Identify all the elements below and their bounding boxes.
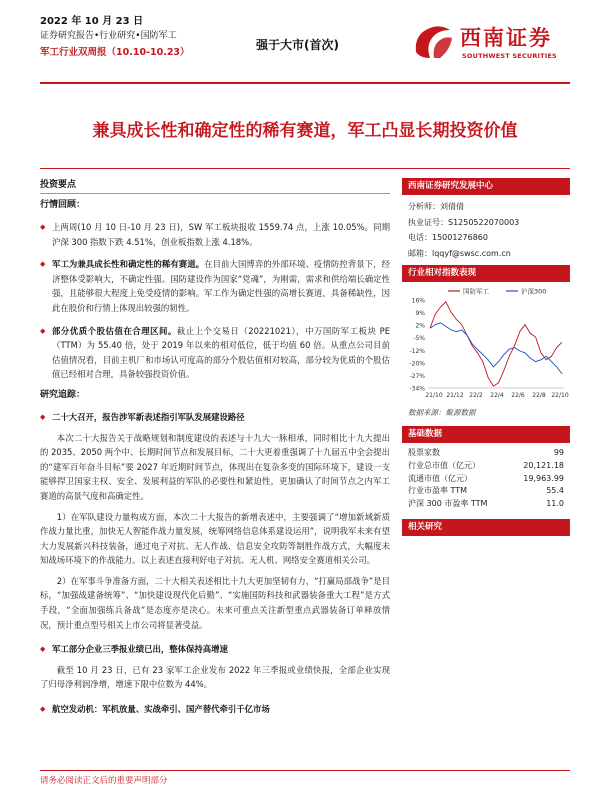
logo-text-en: SOUTHWEST SECURITIES (462, 52, 557, 60)
industry-rating: 强于大市(首次) (256, 38, 339, 52)
basic-data-key: 流通市值（亿元） (408, 473, 472, 483)
tracking-heading: 研究追踪： (40, 389, 86, 400)
institution-heading: 西南证券研究发展中心 (402, 178, 570, 195)
y-tick-label: 9% (415, 310, 425, 318)
x-tick-label: 22/10 (551, 392, 569, 399)
point-valuation-lead: 部分优质个股估值在合理区间。 (52, 325, 177, 336)
legend-label: 国防军工 (463, 287, 489, 296)
analyst-phone: 电话：15001276860 (408, 233, 488, 242)
track2-heading-text: 军工部分企业三季报业绩已出，整体保持高增速 (52, 644, 228, 655)
y-tick-label: -34% (409, 385, 425, 393)
performance-chart-svg (402, 284, 570, 404)
y-tick-label: -12% (409, 347, 425, 355)
logo-text-cn: 西南证券 (460, 25, 552, 50)
track2-paragraph: 截至 10 月 23 日，已有 23 家军工企业发布 2022 年三季报或业绩快报，全部企业实现了归母净利润净增，增速下限中位数为 44%。 (40, 664, 390, 690)
basic-data-value: 55.4 (546, 486, 564, 496)
logo-mark-icon (410, 20, 456, 64)
report-header (40, 14, 190, 61)
track1-paragraph: 本次二十大报告关于战略规划和制度建设的表述与十九大一脉相承，同时相比十九大提出的 2035、2050 两个中、长期时间节点和发展目标，二十大更着重强调了十九届五中全会提出的“建军百年奋斗目标”要 2027 年近期时间节点，体现出在复杂多变的国际环境下，建设一支能够捍卫国家主权、安全、发展利益的军队的必要性和紧迫性，更加确认了时间节点之内军工赛道的高景气度和高确定性。 (40, 432, 390, 501)
basic-data-row (402, 485, 570, 498)
report-type: 军工行业双周报（10.10-10.23） (40, 47, 190, 58)
basic-data-value: 11.0 (546, 499, 564, 509)
report-date: 2022 年 10 月 23 日 (40, 16, 144, 27)
footer-divider (40, 770, 570, 771)
title-divider (40, 168, 570, 169)
x-tick-label: 21/10 (425, 392, 443, 399)
track1-item1: 1）在军队建设力量构成方面，本次二十大报告的新增表述中，主要强调了“增加新域新质作战力量比重，加快无人智能作战力量发展，统筹网络信息体系建设运用”，说明我军未来有望大力发展新兴科技装备，通过电子对抗、无人作战、信息安全攻防等制胜作战方式，大幅度未知战场环境下的作战能力。以上表述直接利好电子对抗、无人机、网络安全赛道相关公司。 (40, 511, 390, 566)
y-tick-label: -27% (409, 372, 425, 380)
y-tick-label: -5% (413, 335, 425, 343)
analyst-name: 分析师：刘倩倩 (408, 202, 464, 211)
company-logo (410, 18, 570, 74)
analyst-info (402, 195, 570, 265)
legend-label: 沪深300 (521, 287, 547, 296)
track1-heading-text: 二十大召开，报告涉军新表述指引军队发展建设路径 (52, 411, 245, 422)
summary-heading: 投资要点 (40, 178, 390, 194)
x-tick-label: 22/6 (511, 392, 525, 399)
point-growth-lead: 军工为兼具成长性和确定性的稀有赛道。 (52, 259, 205, 270)
track1-item2: 2）在军事斗争准备方面，二十大相关表述相比十九大更加坚韧有力，“打赢局部战争”是目标，“加强战建备统筹”、“加快建设现代化后勤”、“实施国防科技和武器装备重大工程”是方式手段，“全面加强练兵备战”是态度亦是决心。未来可重点关注新型重点武器装备订单释放情况，预计重点型号相关上市公司将显著受益。 (40, 575, 390, 630)
basic-data-table (402, 443, 570, 519)
series-line-defense (430, 302, 562, 386)
track2-heading (40, 642, 390, 657)
review-paragraph: ◆ 上两周(10 月 10 日-10 月 23 日)，SW 军工板块报收 1559.74 点，上涨 10.05%。同期沪深 300 指数下跌 4.51%，创业板指数上涨 4.18%。 (40, 220, 390, 249)
basic-data-value: 20,121.18 (523, 460, 564, 470)
basic-data-row (402, 447, 570, 460)
chart-source: 数据来源：聚源数据 (408, 408, 476, 417)
x-tick-label: 22/8 (532, 392, 546, 399)
sidebar (402, 178, 570, 536)
x-tick-label: 21/12 (446, 392, 464, 399)
basic-data-row (402, 473, 570, 486)
performance-chart (402, 284, 570, 404)
basic-data-value: 99 (553, 448, 564, 457)
x-tick-label: 22/4 (490, 392, 504, 399)
track3-heading (40, 702, 390, 717)
y-tick-label: 2% (415, 322, 425, 330)
basic-data-row (402, 460, 570, 473)
review-heading: 行情回顾： (40, 200, 86, 210)
main-column (40, 178, 390, 717)
basic-data-row (402, 498, 570, 511)
y-tick-label: 16% (411, 297, 425, 305)
analyst-cert: 执业证号：S1250522070003 (408, 217, 520, 227)
y-tick-label: -20% (409, 360, 425, 368)
point-growth-text: 在目前大国博弈的外部环境、疫情防控背景下，经济整体受影响大，不确定性强。国防建设作为国家“党魂”，为刚需，需求和供给端长确定性强，且能够很大程度上免受疫情的影响。军工作为确定性强的高增长赛道，具备稀缺性，因此在股价和行情上体现出较强的韧性。 (52, 259, 391, 313)
basic-data-key: 股票家数 (408, 448, 440, 457)
report-title: 兼具成长性和确定性的稀有赛道，军工凸显长期投资价值 (92, 121, 518, 141)
track3-heading-text: 航空发动机：军机放量、实战牵引、国产替代牵引千亿市场 (52, 704, 270, 715)
basic-data-heading: 基础数据 (402, 426, 570, 443)
point-valuation (40, 324, 390, 382)
related-research-heading: 相关研究 (402, 519, 570, 536)
header-divider (40, 82, 570, 84)
basic-data-value: 19,963.99 (523, 473, 564, 483)
footer-disclaimer: 请务必阅读正文后的重要声明部分 (40, 776, 168, 786)
point-valuation-text: 截止上个交易日（20221021），中万国防军工板块 PE（TTM）为 55.40 倍，处于 2019 年以来的相对低位，低于均值 60 倍。从重点公司目前估值情况看，目前主机厂和市场认可度高的部分个股估值相对较高，部分较为优质的个股估值已经相对合理，具备较强投资价值。 (52, 325, 391, 380)
point-growth (40, 257, 390, 315)
performance-heading: 行业相对指数表现 (402, 265, 570, 282)
basic-data-key: 沪深 300 市盈率 TTM (408, 499, 488, 509)
basic-data-key: 行业总市值（亿元） (408, 460, 480, 470)
basic-data-key: 行业市盈率 TTM (408, 486, 468, 496)
report-category: 证券研究报告•行业研究•国防军工 (40, 31, 177, 41)
analyst-email[interactable]: 邮箱：lqqyf@swsc.com.cn (408, 248, 511, 258)
series-line-csi300 (430, 323, 562, 374)
x-tick-label: 22/2 (469, 392, 483, 399)
track1-heading (40, 410, 390, 425)
